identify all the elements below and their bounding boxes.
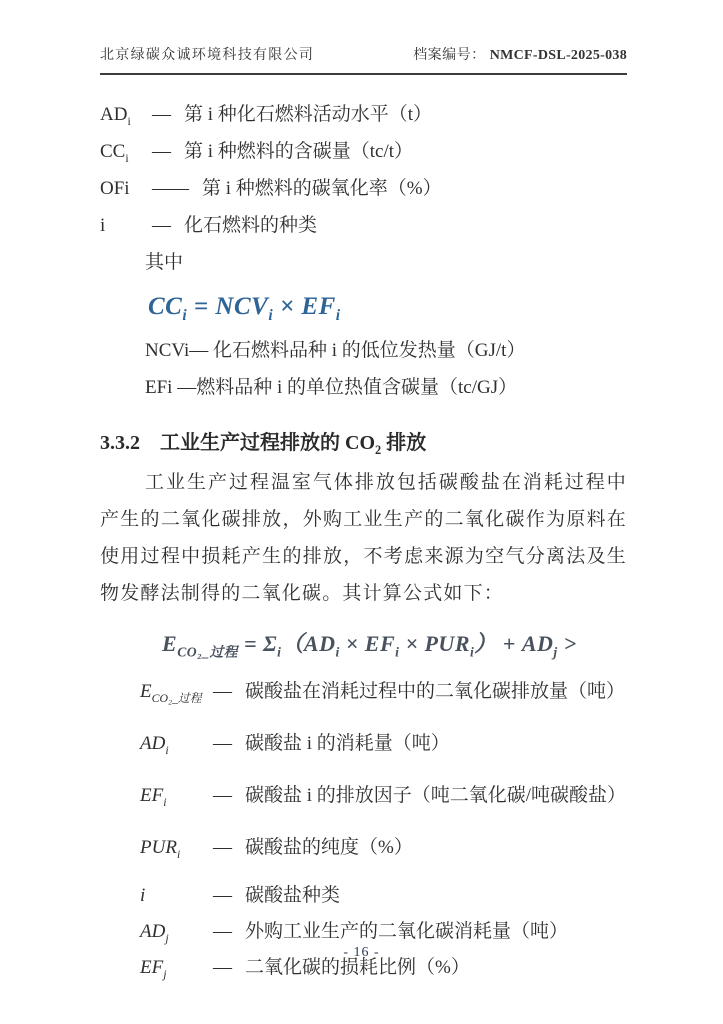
definition-dash: —: [213, 957, 231, 978]
definition-dash: ——: [152, 178, 188, 199]
definition-dash: —: [213, 785, 231, 806]
definition-desc: 碳酸盐种类: [245, 885, 341, 906]
definition-row-cci: [100, 133, 627, 170]
process-emission-formula: $E_{CO_2\_过程} = \Sigma_i(AD_i \times EF_i \times PUR_i) + AD_j$ >: [162, 631, 577, 660]
definition-dash: —: [152, 141, 170, 162]
definition-dash: —: [213, 837, 231, 858]
definition-desc: 第 i 种燃料的碳氧化率（%）: [202, 178, 442, 199]
definition-term: $EF_j$: [140, 957, 167, 981]
section-title: 工业生产过程排放的 $CO_2$ 排放: [160, 432, 427, 457]
definition-dash: —: [213, 733, 231, 754]
definition-row-ofi: [100, 170, 627, 207]
definition-desc: 第 i 种化石燃料活动水平（t）: [184, 104, 433, 125]
definition-desc: 化石燃料的种类: [184, 215, 318, 236]
definition-term: OFi: [100, 178, 130, 199]
definition-row-efi: [140, 781, 627, 811]
definition-term: $AD_j$: [140, 921, 169, 945]
definition-term: $E_{CO_2\_过程}$: [140, 681, 202, 705]
definition-dash: —: [213, 681, 231, 702]
header-company-name: 北京绿碳众诚环境科技有限公司: [100, 48, 315, 63]
ef-definition-line: EFi —燃料品种 i 的单位热值含碳量（tc/GJ）: [145, 377, 518, 398]
definition-dash: —: [152, 104, 170, 125]
definition-term: $AD_i$: [100, 104, 131, 128]
page-number: - 16 -: [343, 945, 380, 960]
definition-row-e-co2: [140, 677, 627, 707]
ncv-definition-line: NCVi— 化石燃料品种 i 的低位发热量（GJ/t）: [145, 340, 526, 361]
definition-desc: 第 i 种燃料的含碳量（tc/t）: [184, 141, 414, 162]
definition-dash: —: [213, 921, 231, 942]
definition-term: i: [140, 885, 146, 906]
definition-desc: 外购工业生产的二氧化碳消耗量（吨）: [245, 921, 569, 942]
definition-desc: 二氧化碳的损耗比例（%）: [245, 957, 470, 978]
definition-row-adj: [140, 917, 627, 947]
body-paragraph: 工业生产过程温室气体排放包括碳酸盐在消耗过程中产生的二氧化碳排放，外购工业生产的二氧化碳作为原料在使用过程中损耗产生的排放，不考虑来源为空气分离法及生物发酵法制得的二氧化碳。其计算公式如下：: [100, 472, 627, 604]
fuel-definitions-list: [100, 96, 627, 244]
process-definitions-list: [100, 677, 627, 983]
definition-dash: —: [213, 885, 231, 906]
header-archive: [413, 44, 627, 64]
definition-desc: 碳酸盐在消耗过程中的二氧化碳排放量（吨）: [245, 681, 626, 702]
definition-row-i: [140, 881, 627, 911]
definition-desc: 碳酸盐 i 的排放因子（吨二氧化碳/吨碳酸盐）: [245, 785, 627, 806]
section-heading: [100, 426, 627, 455]
definition-desc: 碳酸盐 i 的消耗量（吨）: [245, 733, 450, 754]
definition-dash: —: [152, 215, 170, 236]
definition-term: $PUR_i$: [140, 837, 181, 861]
archive-label: 档案编号：: [413, 48, 486, 63]
archive-number: NMCF-DSL-2025-038: [489, 48, 627, 63]
definition-term: $AD_i$: [140, 733, 169, 757]
definition-row-adi: [140, 729, 627, 759]
definition-term: $EF_i$: [140, 785, 167, 809]
page-content: [0, 44, 723, 983]
definition-row-puri: [140, 833, 627, 863]
definition-desc: 碳酸盐的纯度（%）: [245, 837, 413, 858]
among-label: 其中: [145, 252, 184, 273]
definition-term: i: [100, 215, 106, 236]
section-number: 3.3.2: [100, 432, 140, 454]
definition-row-i: [100, 207, 627, 244]
definition-row-adi: [100, 96, 627, 133]
page-header: [100, 44, 627, 75]
definition-term: $CC_i$: [100, 141, 129, 165]
cc-formula: $CC_i = NCV_i \times EF_i$: [148, 293, 341, 324]
